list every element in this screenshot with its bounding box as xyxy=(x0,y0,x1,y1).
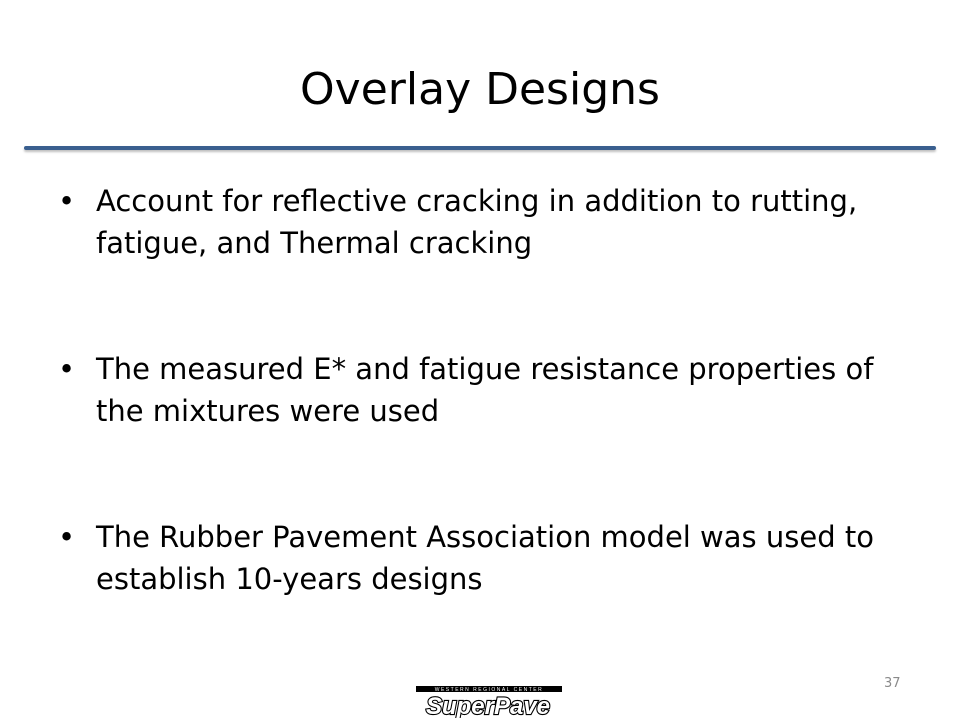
bullet-text: The Rubber Pavement Association model was used to establish 10-years designs xyxy=(96,520,874,596)
bullet-dot-icon: • xyxy=(58,184,76,218)
page-number: 37 xyxy=(884,676,901,691)
logo-top-text: WESTERN REGIONAL CENTER xyxy=(434,687,544,693)
bullet-dot-icon: • xyxy=(58,352,76,386)
logo-main-text: SuperPave xyxy=(425,693,551,718)
bullet-dot-icon: • xyxy=(58,520,76,554)
superpave-logo xyxy=(414,682,564,718)
bullet-list xyxy=(58,180,908,600)
bullet-item xyxy=(58,180,908,264)
title-divider xyxy=(24,146,936,150)
slide-title: Overlay Designs xyxy=(300,64,660,115)
bullet-item xyxy=(58,348,908,432)
bullet-text: Account for reflective cracking in addition to rutting, fatigue, and Thermal cracking xyxy=(96,184,858,260)
bullet-item xyxy=(58,516,908,600)
bullet-text: The measured E* and fatigue resistance properties of the mixtures were used xyxy=(96,352,874,428)
